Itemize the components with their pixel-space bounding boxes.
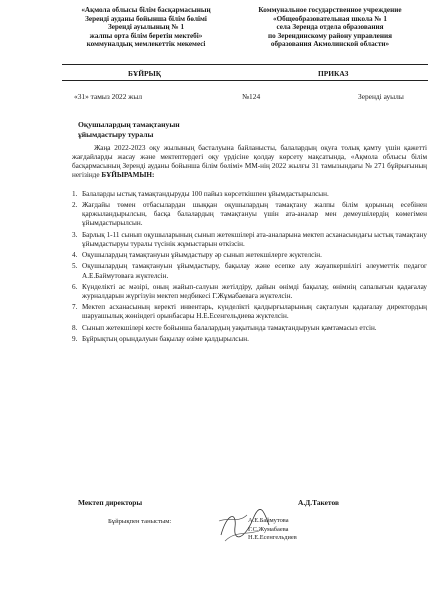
order-number: №124: [242, 92, 261, 101]
signature-title: Мектеп директоры: [78, 498, 143, 507]
item-number: 3.: [72, 230, 78, 239]
header-divider-top: [62, 64, 428, 65]
order-item: [72, 251, 427, 260]
order-item: [72, 303, 427, 321]
item-number: 1.: [72, 190, 78, 198]
header-divider-bottom: [62, 80, 428, 81]
header-right-line: «Общеобразовательная школа № 1: [273, 14, 387, 23]
header-right-org: [230, 6, 430, 49]
header-left-line: коммуналдық мемлекеттік мекемесі: [86, 40, 206, 49]
header-left-line: Зеренді ауданы бойынша білім бөлімі: [85, 14, 207, 23]
ack-name: Г.С.Жумабаева: [248, 525, 289, 533]
acknowledgement-label: Бұйрықпен таныстым:: [108, 518, 172, 525]
order-date: «31» тамыз 2022 жыл: [74, 92, 143, 101]
header-right-line: села Зеренда отдела образования: [276, 23, 384, 32]
header-right-line: по Зерендинскому району управления: [267, 31, 393, 40]
preamble-text: Жаңа 2022-2023 оқу жылының басталуына байланысты, балалардың оқуға толық қамту үшін қажетті жағдайларды жасау және мектептердегі оқу үрдісіне қолдау көрсету мақсатында, «Ақмола облысы білім басқармасының Зеренді ауданы бойынша білім бөлімі» ММ-нің 2022 жылғы 31 тамызындағы № 271 бұйрығының негізінде: [72, 144, 427, 180]
item-text: Балаларды ыстық тамақтандыруды 100 пайыз көрсеткішпен ұйымдастырылсын.: [82, 190, 329, 198]
order-preamble: [72, 144, 427, 180]
item-number: 4.: [72, 251, 78, 260]
item-number: 6.: [72, 282, 78, 291]
signature-name: А.Д.Такетов: [298, 498, 339, 507]
item-text: Мектеп асханасының керекті инвентарь, күнделікті қалдырғыларының сақталуын қадағалау директордың шаруашылық жөніндегі орынбасары Н.Е.Есенгельдиева жүктелсін.: [82, 303, 427, 321]
order-subject: [78, 120, 180, 140]
order-items-list: [72, 190, 427, 346]
header-right-line: образования Акмолинской области»: [270, 40, 390, 49]
order-item: [72, 190, 427, 199]
subject-line: Оқушылардың тамақтануын: [78, 120, 180, 129]
item-text: Жағдайы төмен отбасылардан шыққан оқушылардың тамақтану жалпы білім қорының есебінен қаржыландырылсын, басқа балалардың тамақтануы үшін ата-аналар мен демеушілердің көмегімен ұйымдастырылсын.: [82, 201, 427, 228]
order-place: Зеренді ауылы: [358, 92, 404, 101]
order-title-kz: БҰЙРЫҚ: [128, 69, 162, 78]
order-item: [72, 262, 427, 280]
item-number: 8.: [72, 323, 78, 332]
header-left-org: [62, 6, 230, 49]
item-text: Оқушылардың тамақтануын ұйымдастыру, бақылау және есепке алу жауапкершілігі әлеуметтік педагог А.Е.Баймутоваға жүктелсін.: [82, 262, 427, 280]
acknowledgement-names: [248, 517, 297, 543]
subject-line: ұйымдастыру туралы: [78, 130, 154, 139]
header-right-line: Коммунальное государственное учреждение: [258, 6, 402, 14]
item-number: 7.: [72, 303, 78, 312]
ack-name: А.Е.Баймутова: [248, 517, 289, 524]
header-left-line: «Ақмола облысы білім басқармасының: [81, 6, 211, 14]
ack-name: Н.Е.Есенгельдиев: [248, 534, 297, 542]
item-text: Күнделікті ас мәзірі, оның жайып-салуын жетілдіру, дайын өнімді бақылау, өнімнің сапалығын қадағалау журналдарын жүргізуін мектеп медбикесі Г.Жұмабаеваға жүктелсін.: [82, 282, 427, 300]
orders-label: БҰЙЫРАМЫН:: [101, 171, 155, 180]
order-item: [72, 324, 427, 333]
item-number: 2.: [72, 201, 78, 210]
item-text: Бұйрықтың орындалуын бақылау өзіме қалдырылсын.: [82, 334, 249, 343]
header-left-line: жалпы орта білім беретін мектебі»: [89, 31, 203, 40]
order-title-ru: ПРИКАЗ: [318, 69, 349, 78]
order-item: [72, 335, 427, 344]
item-text: Сынып жетекшілері кесте бойынша балалардың уақытында тамақтандыруын қамтамасыз етсін.: [82, 323, 377, 332]
item-number: 9.: [72, 334, 78, 343]
order-item: [72, 283, 427, 301]
item-text: Барлық 1-11 сынып оқушыларының сынып жетекшілері ата-аналарына мектеп асханасындағы ыстық тамақтану ұйымдастыруы туралы түсінік жұмыстарын өткізсін.: [82, 230, 427, 248]
header-left-line: Зеренді ауылының № 1: [107, 23, 185, 32]
item-number: 5.: [72, 262, 78, 271]
order-item: [72, 201, 427, 228]
item-text: Оқушылардың тамақтануын ұйымдастыру әр сынып жетекшілерге жүктелсін.: [82, 251, 322, 260]
order-item: [72, 231, 427, 249]
